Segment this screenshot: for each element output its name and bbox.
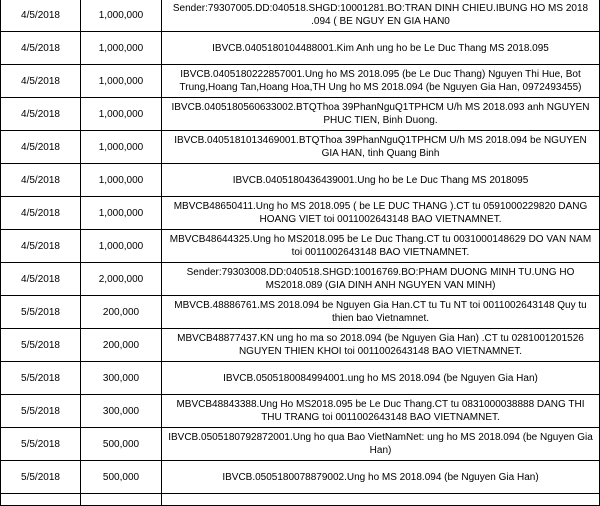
table-row — [1, 263, 600, 296]
table-row — [1, 197, 600, 230]
date-cell: 4/5/2018 — [1, 197, 81, 230]
amount-cell: 300,000 — [81, 362, 162, 395]
table-row — [1, 461, 600, 494]
description-cell: MBVCB.48886761.MS 2018.094 be Nguyen Gia Han.CT tu Tu NT toi 0011002643148 Quy tu thien bao Vietnamnet. — [162, 296, 600, 329]
date-cell: 5/5/2018 — [1, 329, 81, 362]
amount-cell: 300,000 — [81, 395, 162, 428]
amount-cell: 200,000 — [81, 329, 162, 362]
date-cell: 4/5/2018 — [1, 0, 81, 32]
date-cell: 4/5/2018 — [1, 263, 81, 296]
amount-cell: 1,000,000 — [81, 197, 162, 230]
date-cell: 4/5/2018 — [1, 131, 81, 164]
date-cell: 5/5/2018 — [1, 296, 81, 329]
amount-cell: 1,000,000 — [81, 164, 162, 197]
table-row — [1, 131, 600, 164]
date-cell: 4/5/2018 — [1, 65, 81, 98]
date-cell: 4/5/2018 — [1, 32, 81, 65]
amount-cell: 2,000,000 — [81, 263, 162, 296]
description-cell: IBVCB.0405180104488001.Kim Anh ung ho be Le Duc Thang MS 2018.095 — [162, 32, 600, 65]
table-row — [1, 428, 600, 461]
table-row-partial — [1, 494, 600, 506]
table-row — [1, 296, 600, 329]
table-row — [1, 230, 600, 263]
empty-cell — [162, 494, 600, 506]
table-row — [1, 98, 600, 131]
empty-cell — [81, 494, 162, 506]
description-cell: MBVCB48644325.Ung ho MS2018.095 be Le Duc Thang.CT tu 0031000148629 DO VAN NAM toi 0011002643148 BAO VIETNAMNET. — [162, 230, 600, 263]
description-cell: IBVCB.0505180792872001.Ung ho qua Bao VietNamNet: ung ho MS 2018.094 (be Nguyen Gia Han) — [162, 428, 600, 461]
donation-table-body — [1, 0, 600, 506]
table-row — [1, 0, 600, 32]
description-cell: MBVCB48877437.KN ung ho ma so 2018.094 (be Nguyen Gia Han) .CT tu 0281001201526 NGUYEN THIEN KHOI toi 0011002643148 BAO VIETNAMNET. — [162, 329, 600, 362]
date-cell: 5/5/2018 — [1, 395, 81, 428]
amount-cell: 1,000,000 — [81, 0, 162, 32]
table-row — [1, 362, 600, 395]
amount-cell: 1,000,000 — [81, 32, 162, 65]
date-cell: 5/5/2018 — [1, 362, 81, 395]
description-cell: Sender:79307005.DD:040518.SHGD:10001281.BO:TRAN DINH CHIEU.IBUNG HO MS 2018 .094 ( BE NGUY EN GIA HAN0 — [162, 0, 600, 32]
date-cell: 4/5/2018 — [1, 164, 81, 197]
empty-cell — [1, 494, 81, 506]
table-row — [1, 395, 600, 428]
description-cell: IBVCB.0405180436439001.Ung ho be Le Duc Thang MS 2018095 — [162, 164, 600, 197]
description-cell: Sender:79303008.DD:040518.SHGD:10016769.BO:PHAM DUONG MINH TU.UNG HO MS2018.089 (GIA DINH ANH NGUYEN VAN MINH) — [162, 263, 600, 296]
amount-cell: 500,000 — [81, 428, 162, 461]
amount-cell: 1,000,000 — [81, 230, 162, 263]
amount-cell: 1,000,000 — [81, 131, 162, 164]
description-cell: IBVCB.0405180560633002.BTQThoa 39PhanNguQ1TPHCM U/h MS 2018.093 anh NGUYEN PHUC TIEN, Binh Duong. — [162, 98, 600, 131]
amount-cell: 200,000 — [81, 296, 162, 329]
amount-cell: 1,000,000 — [81, 98, 162, 131]
table-row — [1, 329, 600, 362]
description-cell: IBVCB.0505180084994001.ung ho MS 2018.094 (be Nguyen Gia Han) — [162, 362, 600, 395]
table-row — [1, 32, 600, 65]
table-row — [1, 65, 600, 98]
description-cell: MBVCB48650411.Ung ho MS 2018.095 ( be LE DUC THANG ).CT tu 0591000229820 DANG HOANG VIET toi 0011002643148 BAO VIETNAMNET. — [162, 197, 600, 230]
description-cell: IBVCB.0405180222857001.Ung ho MS 2018.095 (be Le Duc Thang) Nguyen Thi Hue, Bot Trung,Hoang Tan,Hoang Hoa,TH Ung ho MS 2018.094 (be Nguyen Gia Han, 0972493455) — [162, 65, 600, 98]
date-cell: 4/5/2018 — [1, 98, 81, 131]
description-cell: MBVCB48843388.Ung Ho MS2018.095 be Le Duc Thang.CT tu 0831000038888 DANG THI THU TRANG toi 0011002643148 BAO VIETNAMNET. — [162, 395, 600, 428]
date-cell: 5/5/2018 — [1, 428, 81, 461]
amount-cell: 500,000 — [81, 461, 162, 494]
description-cell: IBVCB.0505180078879002.Ung ho MS 2018.094 (be Nguyen Gia Han) — [162, 461, 600, 494]
date-cell: 5/5/2018 — [1, 461, 81, 494]
description-cell: IBVCB.0405181013469001.BTQThoa 39PhanNguQ1TPHCM U/h MS 2018.094 be NGUYEN GIA HAN, tinh Quang Binh — [162, 131, 600, 164]
amount-cell: 1,000,000 — [81, 65, 162, 98]
date-cell: 4/5/2018 — [1, 230, 81, 263]
table-row — [1, 164, 600, 197]
